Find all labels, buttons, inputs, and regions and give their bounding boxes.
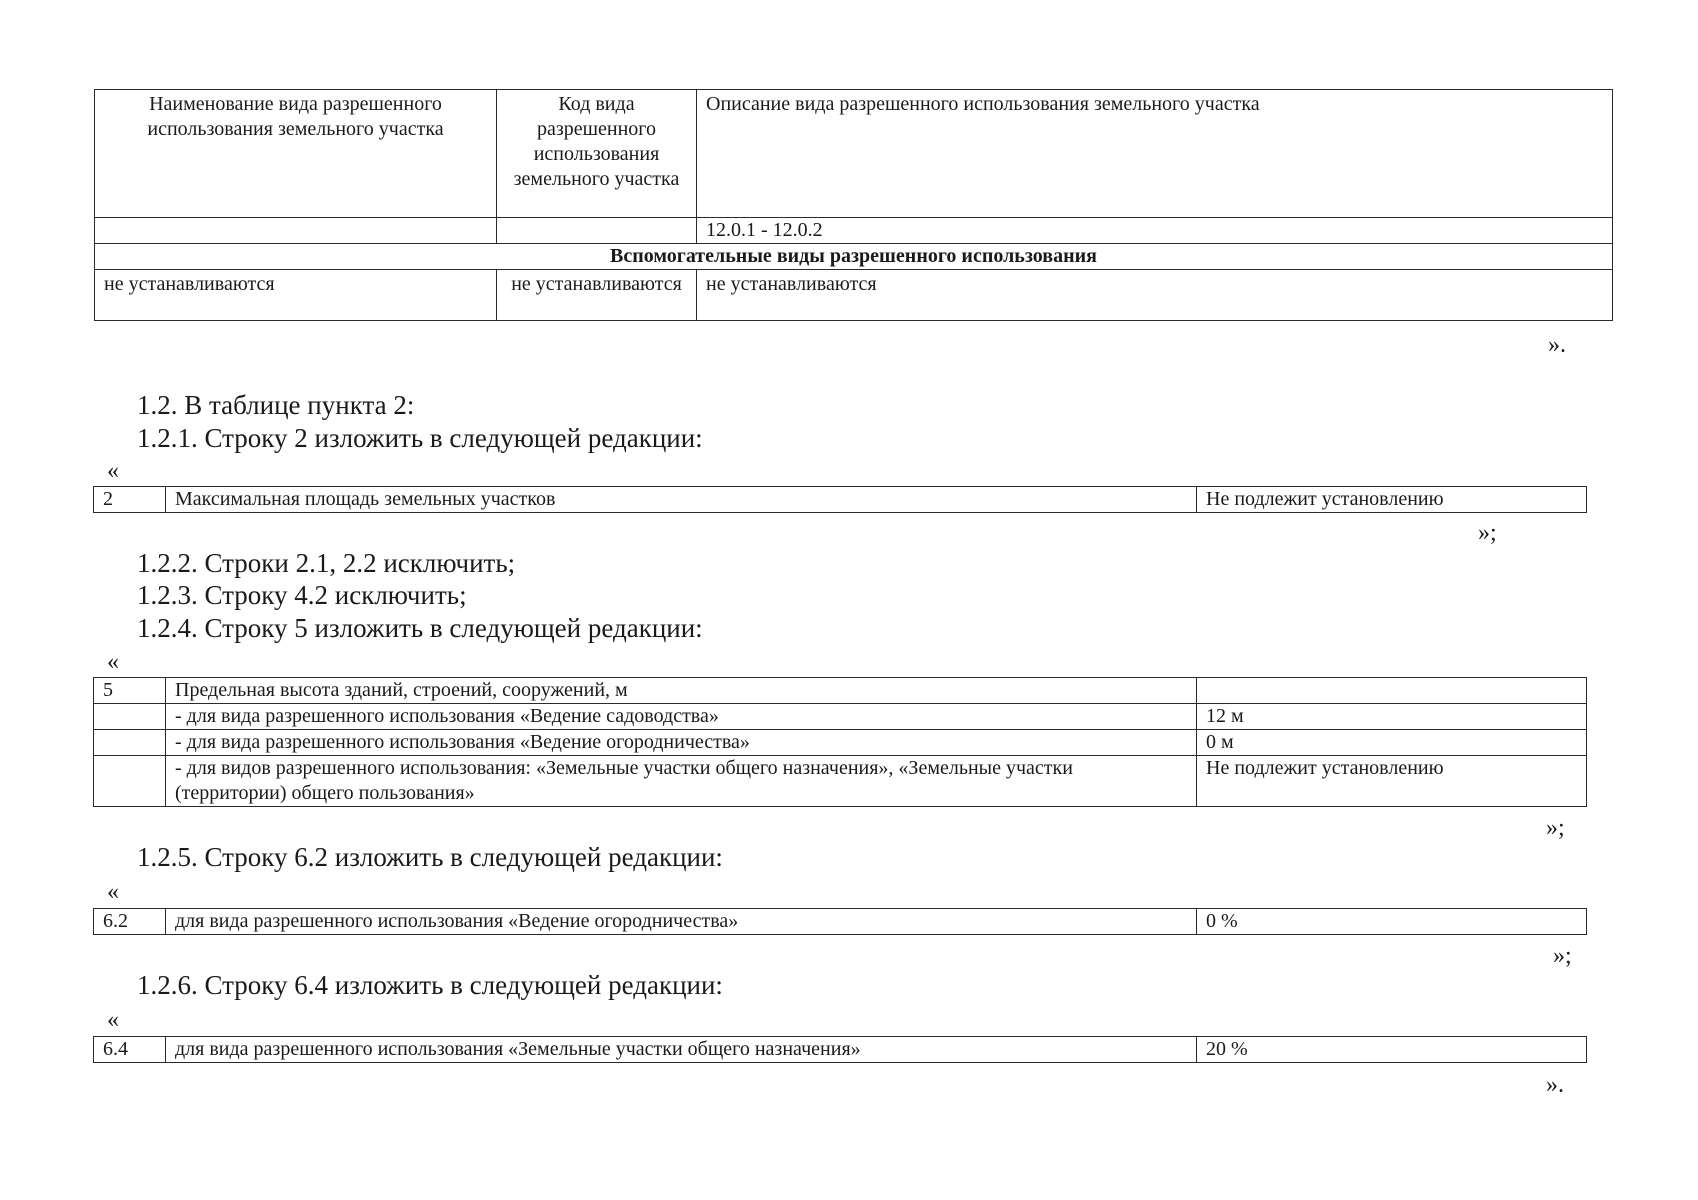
row-value bbox=[1197, 678, 1587, 704]
row-parameter: - для вида разрешенного использования «Ведение огородничества» bbox=[166, 730, 1197, 756]
row-2-table bbox=[93, 486, 1587, 513]
row-parameter: Максимальная площадь земельных участков bbox=[166, 487, 1197, 513]
close-quote: ». bbox=[1548, 332, 1566, 358]
open-quote: « bbox=[107, 458, 119, 484]
code-range-cell: 12.0.1 - 12.0.2 bbox=[697, 218, 1613, 244]
row-parameter: для вида разрешенного использования «Ведение огородничества» bbox=[166, 909, 1197, 935]
table-row bbox=[95, 270, 1613, 321]
paragraph-1-2-4: 1.2.4. Строку 5 изложить в следующей редакции: bbox=[137, 613, 703, 643]
aux-section-title: Вспомогательные виды разрешенного использования bbox=[95, 244, 1613, 270]
row-number: 6.4 bbox=[94, 1037, 166, 1063]
row-number: 5 bbox=[94, 678, 166, 704]
close-quote: »; bbox=[1546, 815, 1565, 841]
row-6-2-table bbox=[93, 908, 1587, 935]
paragraph-1-2-2: 1.2.2. Строки 2.1, 2.2 исключить; bbox=[137, 548, 516, 578]
table-row bbox=[94, 704, 1587, 730]
table-row bbox=[95, 218, 1613, 244]
table-row bbox=[94, 909, 1587, 935]
open-quote: « bbox=[107, 1007, 119, 1033]
table-cell bbox=[95, 218, 497, 244]
table-cell: не устанавливаются bbox=[697, 270, 1613, 321]
row-value: 12 м bbox=[1197, 704, 1587, 730]
row-number: 2 bbox=[94, 487, 166, 513]
row-number bbox=[94, 704, 166, 730]
row-parameter: для вида разрешенного использования «Земельные участки общего назначения» bbox=[166, 1037, 1197, 1063]
row-parameter: Предельная высота зданий, строений, сооружений, м bbox=[166, 678, 1197, 704]
table-cell: не устанавливаются bbox=[497, 270, 697, 321]
table-row bbox=[94, 756, 1587, 807]
table-cell: не устанавливаются bbox=[95, 270, 497, 321]
row-parameter: - для вида разрешенного использования «Ведение садоводства» bbox=[166, 704, 1197, 730]
table-cell bbox=[497, 218, 697, 244]
row-6-4-table bbox=[93, 1036, 1587, 1063]
permitted-use-table bbox=[94, 89, 1613, 321]
header-use-code: Код вида разрешенного использования земельного участка bbox=[497, 90, 697, 218]
row-value: Не подлежит установлению bbox=[1197, 756, 1587, 807]
table-row bbox=[94, 678, 1587, 704]
paragraph-1-2-5: 1.2.5. Строку 6.2 изложить в следующей редакции: bbox=[137, 842, 723, 872]
row-number bbox=[94, 756, 166, 807]
header-use-description: Описание вида разрешенного использования земельного участка bbox=[697, 90, 1613, 218]
header-use-name: Наименование вида разрешенного использования земельного участка bbox=[95, 90, 497, 218]
paragraph-1-2-6: 1.2.6. Строку 6.4 изложить в следующей редакции: bbox=[137, 970, 723, 1000]
table-header-row bbox=[95, 90, 1613, 218]
paragraph-1-2-1: 1.2.1. Строку 2 изложить в следующей редакции: bbox=[137, 423, 703, 453]
close-quote: »; bbox=[1553, 943, 1572, 969]
row-value: 0 % bbox=[1197, 909, 1587, 935]
close-quote: »; bbox=[1478, 520, 1497, 546]
table-row bbox=[94, 487, 1587, 513]
close-quote: ». bbox=[1546, 1072, 1564, 1098]
row-value: Не подлежит установлению bbox=[1197, 487, 1587, 513]
table-row bbox=[94, 730, 1587, 756]
open-quote: « bbox=[107, 649, 119, 675]
row-value: 0 м bbox=[1197, 730, 1587, 756]
open-quote: « bbox=[107, 879, 119, 905]
paragraph-1-2-3: 1.2.3. Строку 4.2 исключить; bbox=[137, 580, 467, 610]
paragraph-1-2: 1.2. В таблице пункта 2: bbox=[137, 390, 415, 420]
row-value: 20 % bbox=[1197, 1037, 1587, 1063]
row-5-table bbox=[93, 677, 1587, 807]
aux-section-row bbox=[95, 244, 1613, 270]
row-parameter: - для видов разрешенного использования: «Земельные участки общего назначения», «Земельные участки (территории) общего пользования» bbox=[166, 756, 1197, 807]
table-row bbox=[94, 1037, 1587, 1063]
row-number bbox=[94, 730, 166, 756]
row-number: 6.2 bbox=[94, 909, 166, 935]
